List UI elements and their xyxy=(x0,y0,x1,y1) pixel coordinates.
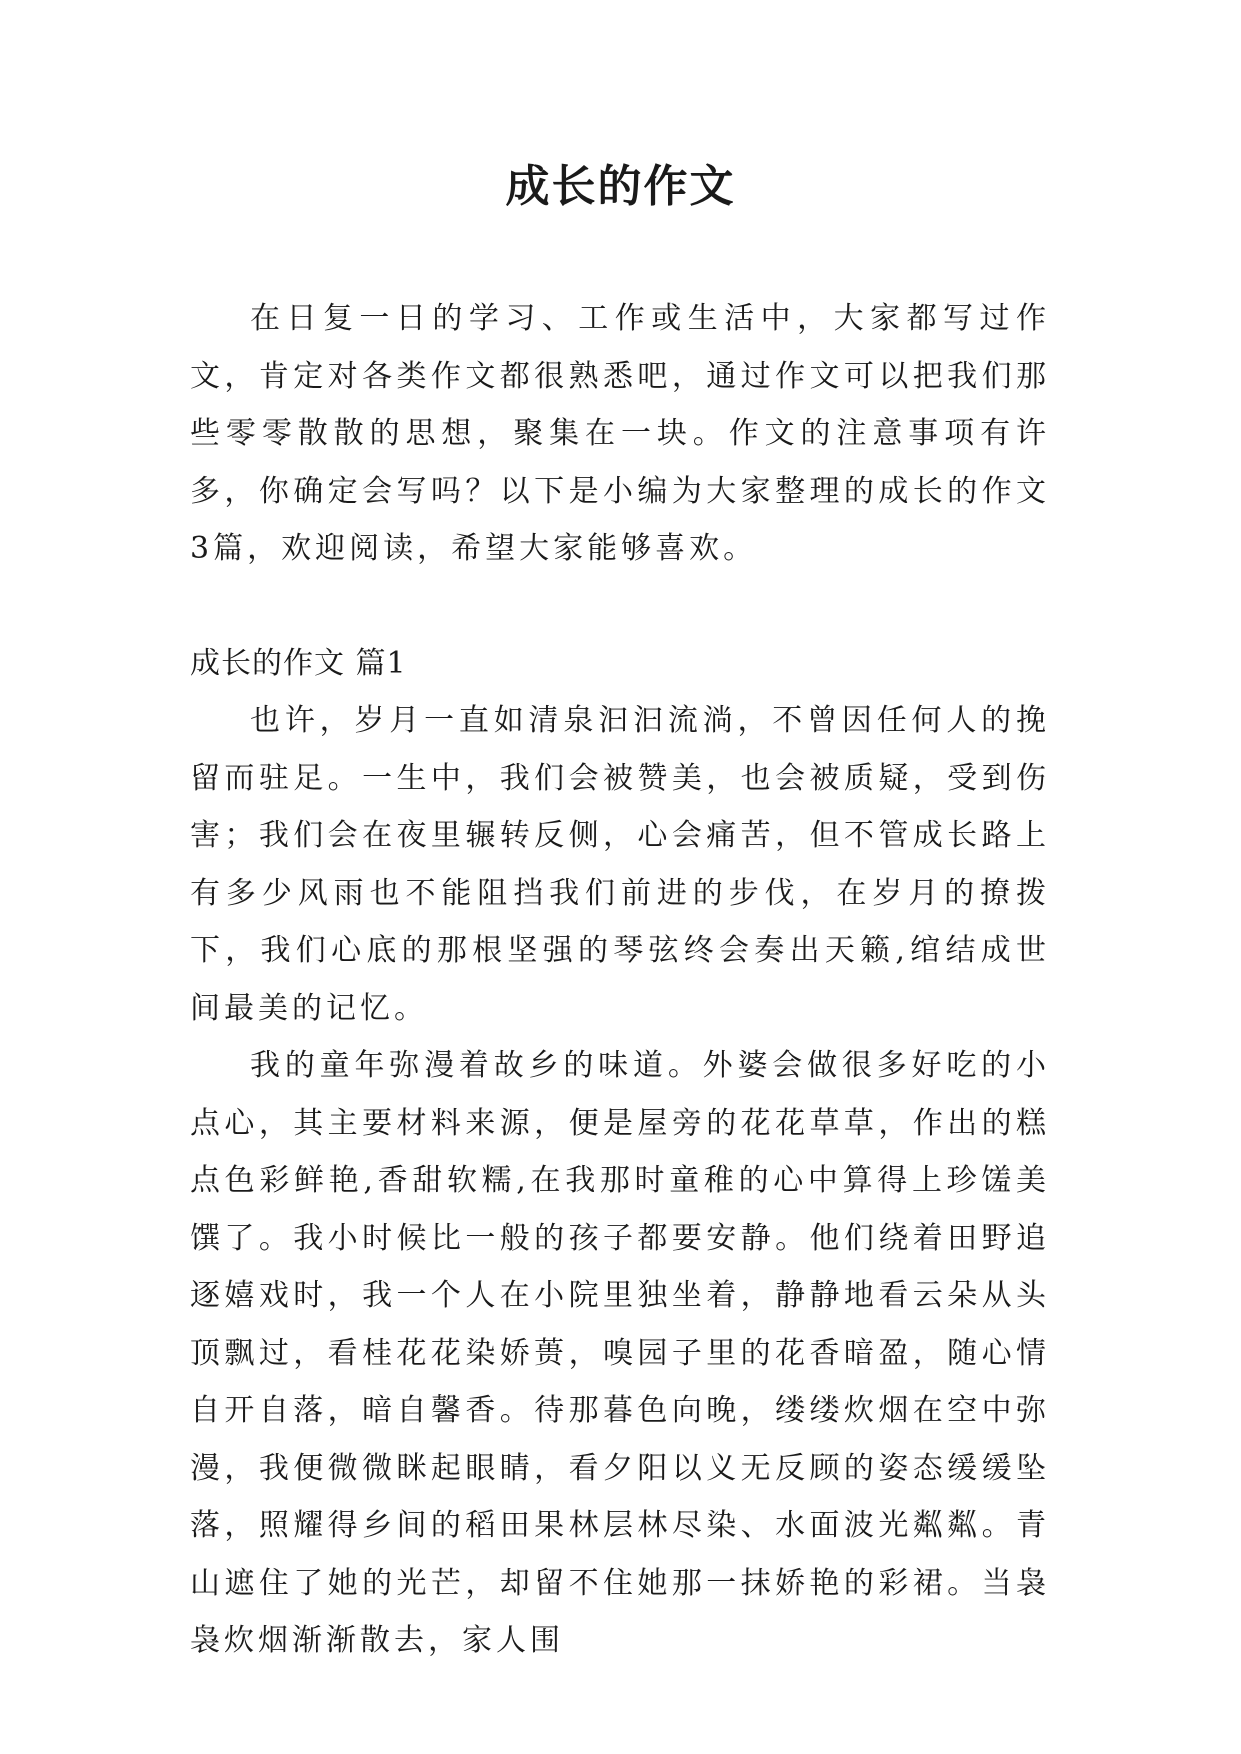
intro-paragraph: 在日复一日的学习、工作或生活中，大家都写过作文，肯定对各类作文都很熟悉吧，通过作文可以把我们那些零零散散的思想，聚集在一块。作文的注意事项有许多，你确定会写吗？以下是小编为大家整理的成长的作文3篇，欢迎阅读，希望大家能够喜欢。 xyxy=(190,301,1050,566)
section-paragraph: 我的童年弥漫着故乡的味道。外婆会做很多好吃的小点心，其主要材料来源，便是屋旁的花花草草，作出的糕点色彩鲜艳,香甜软糯,在我那时童稚的心中算得上珍馐美馔了。我小时候比一般的孩子都要安静。他们绕着田野追逐嬉戏时，我一个人在小院里独坐着，静静地看云朵从头顶飘过，看桂花花染娇蒉，嗅园子里的花香暗盈，随心情自开自落，暗自馨香。待那暮色向晚，缕缕炊烟在空中弥漫，我便微微眯起眼睛，看夕阳以义无反顾的姿态缓缓坠落，照耀得乡间的稻田果林层林尽染、水面波光粼粼。青山遮住了她的光芒，却留不住她那一抹娇艳的彩裙。当袅袅炊烟渐渐散去，家人围 xyxy=(190,1048,1050,1658)
section-1 xyxy=(190,635,1050,1670)
section-heading: 成长的作文 篇1 xyxy=(190,645,407,681)
document-body xyxy=(190,290,1050,1670)
document-title: 成长的作文 xyxy=(505,161,736,212)
section-paragraph: 也许，岁月一直如清泉汩汩流淌，不曾因任何人的挽留而驻足。一生中，我们会被赞美，也会被质疑，受到伤害；我们会在夜里辗转反侧，心会痛苦，但不管成长路上有多少风雨也不能阻挡我们前进的步伐，在岁月的撩拨下，我们心底的那根坚强的琴弦终会奏出天籁,绾结成世间最美的记忆。 xyxy=(190,703,1050,1026)
